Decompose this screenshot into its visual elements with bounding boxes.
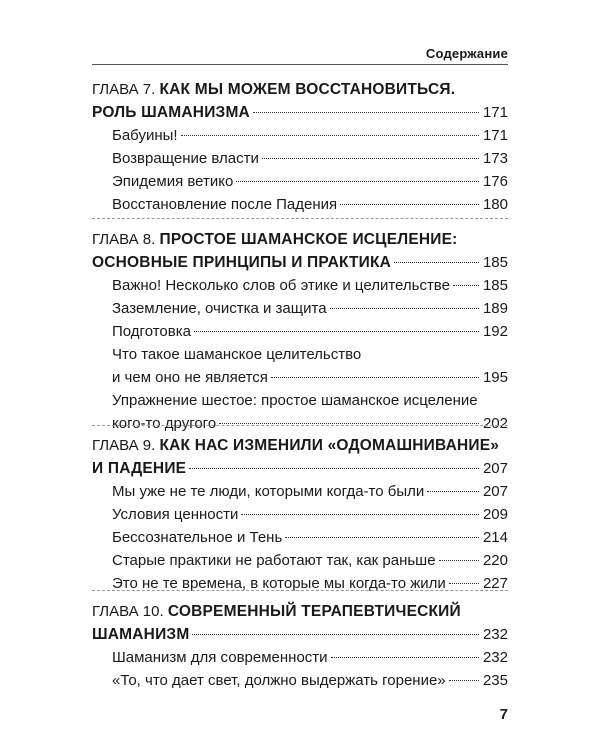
leader-dots [262, 157, 479, 159]
page-number: 232 [482, 626, 508, 643]
toc-entry[interactable] [92, 623, 508, 646]
entry-title: Возвращение власти [112, 150, 259, 167]
toc-entry-line1[interactable] [92, 343, 508, 366]
page-number: 195 [482, 369, 508, 386]
toc-entry[interactable] [92, 170, 508, 193]
entry-title: «То, что дает свет, должно выдержать горение» [112, 672, 446, 689]
toc-entry[interactable] [92, 412, 508, 435]
chapter-9 [92, 434, 508, 595]
toc-entry[interactable] [92, 503, 508, 526]
leader-dots [439, 559, 479, 561]
leader-dots [285, 536, 479, 538]
chapter-title: КАК НАС ИЗМЕНИЛИ «ОДОМАШНИВАНИЕ» [159, 437, 500, 454]
chapter-title: И ПАДЕНИЕ [92, 460, 187, 477]
chapter-title-line [92, 600, 508, 623]
entry-title-cont: кого-то другого [112, 415, 217, 432]
chapter-title: СОВРЕМЕННЫЙ ТЕРАПЕВТИЧЕСКИЙ [167, 603, 461, 620]
page-number: 202 [482, 415, 508, 432]
section-divider [92, 218, 508, 219]
page-number: 192 [482, 323, 508, 340]
page-number: 207 [482, 483, 508, 500]
leader-dots [219, 422, 479, 424]
leader-dots [236, 180, 479, 182]
chapter-label: ГЛАВА 10. [92, 603, 164, 620]
entry-title: Условия ценности [112, 506, 239, 523]
leader-dots [181, 134, 479, 136]
entry-title: Бабуины! [112, 127, 178, 144]
section-divider [92, 425, 508, 426]
leader-dots [189, 467, 479, 469]
chapter-label: ГЛАВА 9. [92, 437, 156, 454]
leader-dots [192, 633, 479, 635]
page-number: 171 [482, 104, 508, 121]
chapter-title-line [92, 434, 508, 457]
entry-title: Что такое шаманское целительство [112, 346, 362, 363]
entry-title: Шаманизм для современности [112, 649, 328, 666]
page-number: 207 [482, 460, 508, 477]
chapter-label: ГЛАВА 8. [92, 231, 156, 248]
chapter-title-line [92, 78, 508, 101]
toc-entry[interactable] [92, 297, 508, 320]
toc-entry[interactable] [92, 101, 508, 124]
toc-entry[interactable] [92, 124, 508, 147]
page-number: 227 [482, 575, 508, 592]
toc-entry[interactable] [92, 274, 508, 297]
page-number: 214 [482, 529, 508, 546]
entry-title: Упражнение шестое: простое шаманское исцеление [112, 392, 478, 409]
toc-entry[interactable] [92, 193, 508, 216]
leader-dots [427, 490, 479, 492]
page-number: 209 [482, 506, 508, 523]
page-number: 189 [482, 300, 508, 317]
leader-dots [394, 261, 479, 263]
toc-entry[interactable] [92, 457, 508, 480]
entry-title-cont: и чем оно не является [112, 369, 268, 386]
page-number: 171 [482, 127, 508, 144]
leader-dots [449, 679, 479, 681]
page-folio: 7 [499, 706, 508, 723]
chapter-title: КАК МЫ МОЖЕМ ВОССТАНОВИТЬСЯ. [159, 81, 456, 98]
entry-title: Старые практики не работают так, как раньше [112, 552, 436, 569]
page-number: 220 [482, 552, 508, 569]
toc-entry[interactable] [92, 526, 508, 549]
page-number: 235 [482, 672, 508, 689]
toc-entry[interactable] [92, 147, 508, 170]
toc-entry[interactable] [92, 549, 508, 572]
leader-dots [330, 307, 479, 309]
page-number: 185 [482, 254, 508, 271]
chapter-7 [92, 78, 508, 216]
entry-title: Важно! Несколько слов об этике и целительстве [112, 277, 450, 294]
chapter-10 [92, 600, 508, 692]
chapter-8 [92, 228, 508, 435]
chapter-title: ШАМАНИЗМ [92, 626, 190, 643]
running-head: Содержание [425, 46, 508, 61]
entry-title: Бессознательное и Тень [112, 529, 283, 546]
entry-title: Это не те времена, в которые мы когда-то жили [112, 575, 446, 592]
toc-entry[interactable] [92, 251, 508, 274]
chapter-title-line [92, 228, 508, 251]
page-number: 232 [482, 649, 508, 666]
entry-title: Мы уже не те люди, которыми когда-то были [112, 483, 425, 500]
toc-entry[interactable] [92, 366, 508, 389]
leader-dots [449, 582, 479, 584]
leader-dots [241, 513, 479, 515]
chapter-title: РОЛЬ ШАМАНИЗМА [92, 104, 250, 121]
toc-entry[interactable] [92, 646, 508, 669]
page-number: 173 [482, 150, 508, 167]
chapter-title: ОСНОВНЫЕ ПРИНЦИПЫ И ПРАКТИКА [92, 254, 392, 271]
entry-title: Заземление, очистка и защита [112, 300, 327, 317]
page-number: 176 [482, 173, 508, 190]
chapter-label: ГЛАВА 7. [92, 81, 156, 98]
leader-dots [253, 111, 479, 113]
entry-title: Эпидемия ветико [112, 173, 234, 190]
page-number: 185 [482, 277, 508, 294]
leader-dots [453, 284, 479, 286]
toc-entry[interactable] [92, 320, 508, 343]
toc-entry-line1[interactable] [92, 389, 508, 412]
leader-dots [331, 656, 479, 658]
chapter-title: ПРОСТОЕ ШАМАНСКОЕ ИСЦЕЛЕНИЕ: [159, 231, 458, 248]
leader-dots [340, 203, 479, 205]
leader-dots [194, 330, 479, 332]
toc-entry[interactable] [92, 669, 508, 692]
page-number: 180 [482, 196, 508, 213]
entry-title: Подготовка [112, 323, 191, 340]
entry-title: Восстановление после Падения [112, 196, 338, 213]
section-divider [92, 590, 508, 591]
toc-entry[interactable] [92, 480, 508, 503]
header-rule [92, 64, 508, 65]
leader-dots [271, 376, 479, 378]
toc-entry[interactable] [92, 572, 508, 595]
